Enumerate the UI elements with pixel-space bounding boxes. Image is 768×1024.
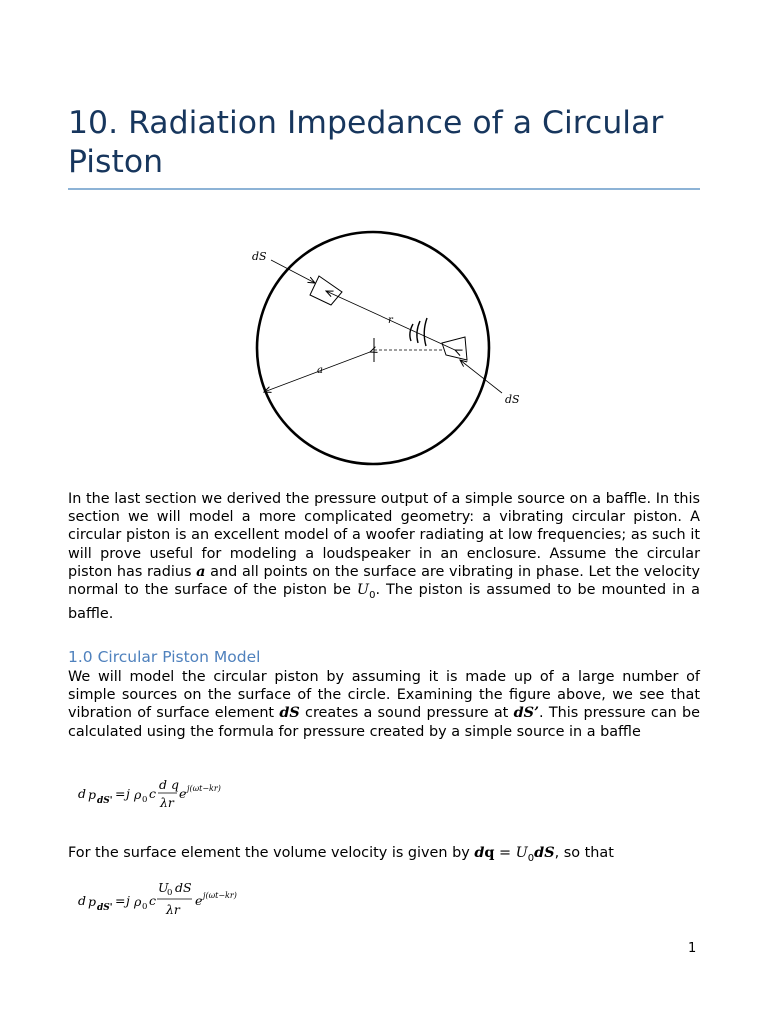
var-u-vv: U xyxy=(515,845,528,861)
sound-wave-arc-3 xyxy=(424,318,427,346)
vv-text-1: For the surface element the volume velocity is given by xyxy=(68,845,475,861)
eq1-numerator: d q xyxy=(159,777,179,792)
page-title: 10. Radiation Impedance of a Circular Piston xyxy=(68,105,664,180)
eq1-j: j xyxy=(126,786,130,801)
eq2-j: j xyxy=(126,893,130,908)
intro-text-1: In the last section we derived the pressure output of a simple source on a baffle. In this section we will model a more complicated geometry: a vibrating circular piston. A circular piston is an excellent model of a woofer radiating at low frequencies; as such it will prove useful for modeling a loudspeaker in an enclosure. Assume the circular piston has radius xyxy=(68,491,700,580)
intro-text-2: and all points on the surface are vibrating in phase. Let the velocity normal to the surface of the piston be xyxy=(68,563,700,599)
eq2-lhs-sub: dS' xyxy=(97,903,113,913)
model-text-1: We will model the circular piston by assuming it is made up of a large number of simple sources on the surface of the circle. Examining the figure above, we see that vibration of surface element xyxy=(68,669,700,722)
volume-velocity-sentence xyxy=(68,844,700,868)
eq1-lhs-d: d xyxy=(78,786,87,801)
var-ds: dS xyxy=(279,704,300,722)
eq2-rho: ρ xyxy=(134,894,142,909)
vv-equals: = xyxy=(494,845,516,861)
intro-paragraph xyxy=(68,490,700,623)
eq2-lhs-d: d xyxy=(78,893,87,908)
eq1-exponent: j(ωt−kr) xyxy=(187,784,221,793)
eq1-lhs-sub: dS' xyxy=(97,796,113,806)
model-paragraph xyxy=(68,668,700,741)
model-text-2: creates a sound pressure at xyxy=(299,705,514,722)
circular-piston-figure xyxy=(240,220,530,480)
var-u: U xyxy=(356,582,370,599)
eq1-denominator: λr xyxy=(160,795,174,810)
eq1-equals: = xyxy=(115,786,126,801)
eq2-e: e xyxy=(195,893,203,908)
eq2-exponent: j(ωt−kr) xyxy=(203,891,237,900)
var-q-bold: q xyxy=(484,844,495,861)
piston-circle xyxy=(257,232,489,464)
surface-element-ds-prime xyxy=(442,337,467,360)
eq2-rho-sub: 0 xyxy=(142,902,148,912)
intro-text-3: . The piston is assumed to be mounted in a baffle. xyxy=(68,582,700,623)
var-u-vv-subscript: 0 xyxy=(527,852,535,864)
eq1-c: c xyxy=(149,786,157,801)
sound-wave-arc-1 xyxy=(410,324,413,341)
eq1-lhs-p: p xyxy=(88,787,97,802)
label-ds-right: dS xyxy=(505,393,520,406)
eq1-rho: ρ xyxy=(134,787,142,802)
model-text-3: . This pressure can be calculated using the formula for pressure created by a simple source in a baffle xyxy=(68,705,700,740)
eq2-numerator-u-sub: 0 xyxy=(167,888,173,898)
eq2-c: c xyxy=(149,893,157,908)
var-u-subscript: 0 xyxy=(369,589,376,601)
equation-2 xyxy=(74,878,254,920)
eq2-denominator: λr xyxy=(166,902,180,917)
var-ds-prime: dS’ xyxy=(513,704,540,722)
eq1-rho-sub: 0 xyxy=(142,795,148,805)
equation-1 xyxy=(74,774,244,814)
var-d: d xyxy=(474,844,485,861)
label-ds-top: dS xyxy=(252,250,267,263)
page-number: 1 xyxy=(688,941,697,956)
eq2-numerator-ds: dS xyxy=(175,880,192,895)
sound-wave-arc-2 xyxy=(417,321,420,343)
eq2-equals: = xyxy=(115,893,126,908)
vv-text-2: , so that xyxy=(554,845,614,861)
section-heading: 1.0 Circular Piston Model xyxy=(68,648,261,666)
var-ds-vv: dS xyxy=(534,844,555,861)
eq1-e: e xyxy=(179,786,187,801)
title-divider xyxy=(68,188,700,190)
surface-element-ds xyxy=(310,276,342,305)
eq2-numerator-u: U xyxy=(158,880,169,895)
var-radius-a: a xyxy=(196,562,206,580)
label-r: r xyxy=(388,315,393,326)
label-a: a xyxy=(317,365,323,376)
eq2-lhs-p: p xyxy=(88,894,97,909)
